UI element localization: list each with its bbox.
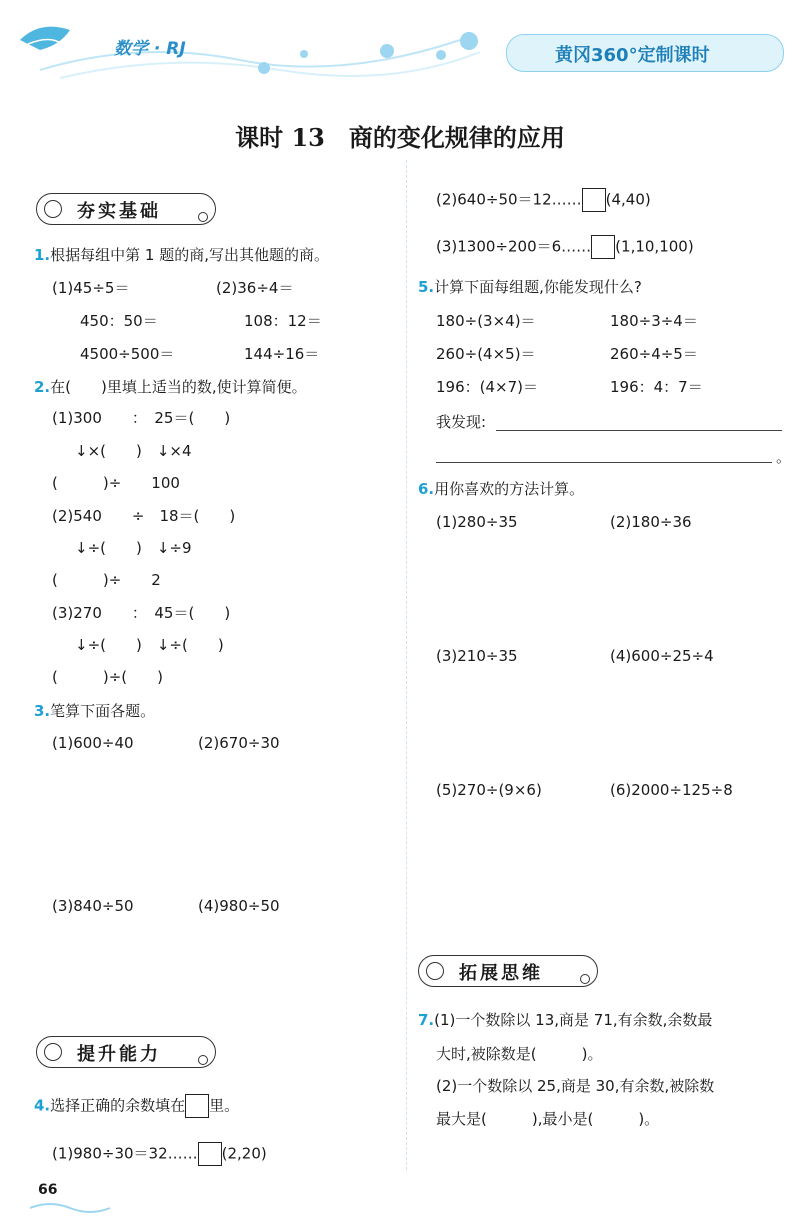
q4-row-1: (1)980÷30＝32…… (2,20) [52,1142,267,1166]
answer-box[interactable] [198,1142,222,1166]
q3-item: (3)840÷50 [52,897,134,915]
bubble-icon [580,974,590,984]
section-title: 夯实基础 [77,201,161,222]
q5-item: 260÷(4×5)＝ [436,345,536,363]
series-label: 黄冈360°定制课时 [555,45,710,66]
q6-item: (6)2000÷125÷8 [610,781,733,799]
q5-item: 196：(4×7)＝ [436,378,538,396]
q5-item: 260÷4÷5＝ [610,345,698,363]
q3-item: (2)670÷30 [198,734,280,752]
q5-item: 180÷3÷4＝ [610,312,698,330]
header-dot [460,32,478,50]
q1-item: 108：12＝ [244,312,322,330]
question-4: 4.选择正确的余数填在 里。 [34,1094,239,1118]
section-title: 拓展思维 [459,963,543,984]
section-banner-extend [418,955,598,987]
q4-row-2: (2)640÷50＝12…… (4,40) [436,188,651,212]
q3-item: (4)980÷50 [198,897,280,915]
page-number: 66 [38,1182,58,1198]
section-banner-basics [36,193,216,225]
q7-line: 最大是( ),最小是( )。 [436,1110,660,1128]
answer-line[interactable] [496,430,782,431]
q2-row: ( )÷ 2 [52,571,161,589]
section-banner-improve [36,1036,216,1068]
q2-row: ( )÷ 100 [52,474,180,492]
bubble-icon [426,962,444,980]
q7-line: 大时,被除数是( )。 [436,1045,603,1063]
q6-item: (1)280÷35 [436,513,518,531]
q6-item: (3)210÷35 [436,647,518,665]
answer-box [185,1094,209,1118]
bubble-icon [198,212,208,222]
answer-line[interactable] [436,462,772,463]
column-divider [406,160,407,1170]
series-banner [506,34,784,72]
question-2: 2.在( )里填上适当的数,使计算简便。 [34,378,307,396]
q2-row: ( )÷( ) [52,668,163,686]
subject-label: 数学 · RJ [114,39,186,59]
q1-item: 4500÷500＝ [80,345,175,363]
q6-item: (4)600÷25÷4 [610,647,714,665]
q1-item: 450：50＝ [80,312,158,330]
q7-line: (2)一个数除以 25,商是 30,有余数,被除数 [436,1077,715,1095]
question-5: 5.计算下面每组题,你能发现什么? [418,278,642,296]
q1-item: (2)36÷4＝ [216,279,294,297]
header-dot [258,62,270,74]
q4-row-3: (3)1300÷200＝6…… (1,10,100) [436,235,694,259]
q1-item: (1)45÷5＝ [52,279,130,297]
header-dot [436,50,446,60]
footer-wave-decoration [30,1198,120,1218]
section-title: 提升能力 [77,1044,161,1065]
question-3: 3.笔算下面各题。 [34,702,156,720]
header-wave-decoration [0,0,520,90]
question-6: 6.用你喜欢的方法计算。 [418,480,585,498]
bubble-icon [44,1043,62,1061]
bubble-icon [198,1055,208,1065]
q2-row: (1)300 ： 25＝( ) [52,409,231,427]
answer-box[interactable] [591,235,615,259]
q5-item: 180÷(3×4)＝ [436,312,536,330]
page-title: 课时 13 商的变化规律的应用 [235,123,565,152]
q5-period: 。 [776,448,792,466]
q6-item: (5)270÷(9×6) [436,781,542,799]
question-7: 7.(1)一个数除以 13,商是 71,有余数,余数最 [418,1011,713,1029]
q3-item: (1)600÷40 [52,734,134,752]
q2-row: (2)540 ÷ 18＝( ) [52,507,236,525]
q2-row: (3)270 ： 45＝( ) [52,604,231,622]
bubble-icon [44,200,62,218]
q6-item: (2)180÷36 [610,513,692,531]
header-dot [300,50,308,58]
q2-row: ↓÷( ) ↓÷( ) [60,636,224,654]
q1-item: 144÷16＝ [244,345,320,363]
answer-box[interactable] [582,188,606,212]
q5-found-label: 我发现: [436,413,487,431]
q5-item: 196：4：7＝ [610,378,703,396]
header-dot [380,44,394,58]
question-1: 1.根据每组中第 1 题的商,写出其他题的商。 [34,246,329,264]
q2-row: ↓×( ) ↓×4 [60,442,192,460]
q2-row: ↓÷( ) ↓÷9 [60,539,192,557]
